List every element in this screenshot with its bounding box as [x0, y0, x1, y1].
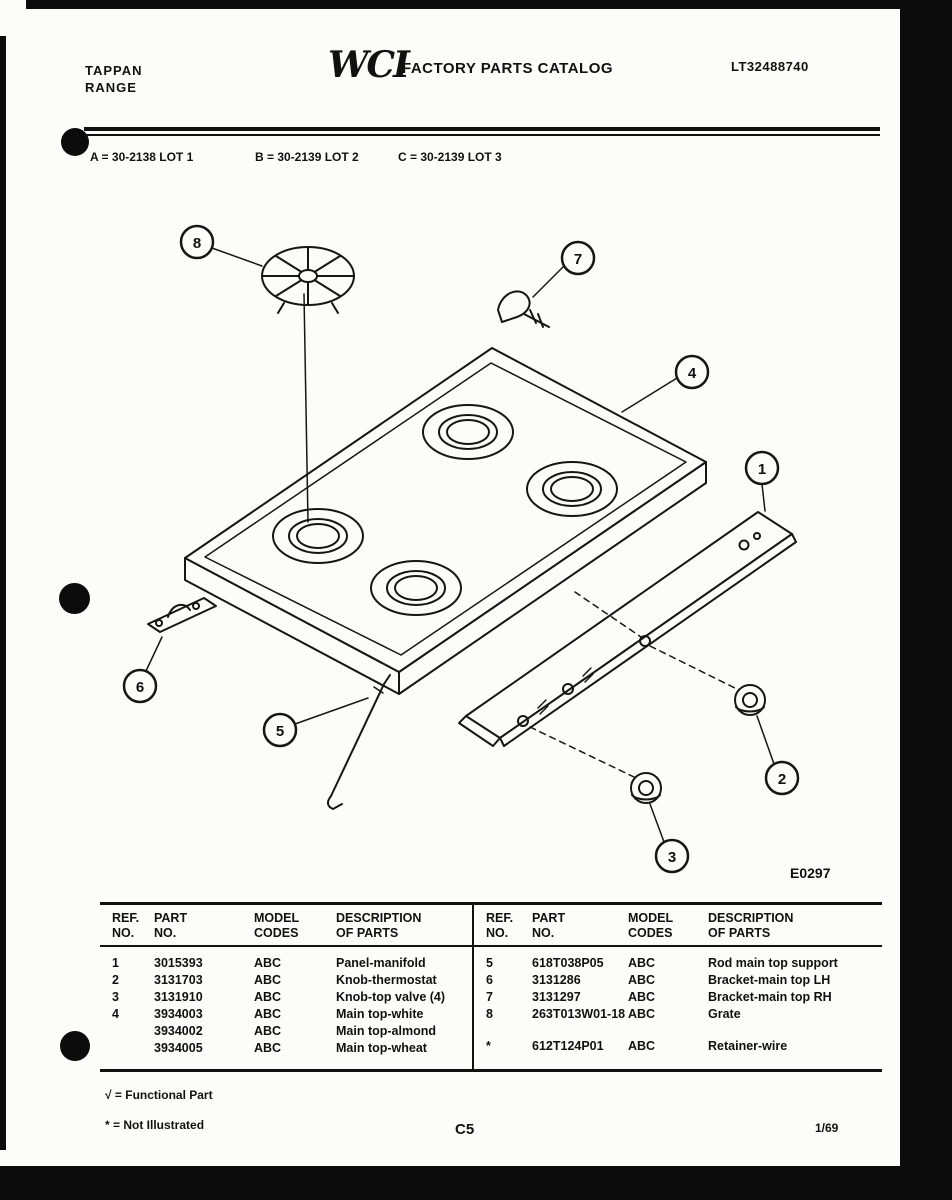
svg-text:2: 2	[777, 771, 787, 788]
cell-ref: 5	[486, 956, 493, 970]
svg-text:1: 1	[757, 461, 767, 478]
cell-model: ABC	[254, 1041, 282, 1055]
callout-6	[124, 670, 156, 702]
figure-code: E0297	[790, 865, 831, 881]
cell-model: ABC	[254, 1007, 282, 1021]
footnote-functional: √ = Functional Part	[105, 1088, 213, 1102]
col-model: MODEL CODES	[254, 911, 300, 940]
cell-model: ABC	[628, 1039, 656, 1053]
brand-block	[85, 62, 143, 96]
cell-desc: Grate	[708, 1007, 741, 1021]
bracket-lh-part	[148, 598, 216, 632]
table-row	[474, 989, 882, 1006]
support-rod-part	[328, 675, 390, 809]
lot-code-a: A = 30-2138 LOT 1	[90, 150, 194, 164]
cell-part: 3131910	[154, 990, 203, 1004]
cell-model: ABC	[628, 990, 656, 1004]
knob-part-3	[631, 773, 661, 803]
col-part: PART NO.	[154, 911, 188, 940]
table-header	[100, 905, 472, 947]
svg-text:3: 3	[667, 849, 677, 866]
cell-desc: Rod main top support	[708, 956, 838, 970]
cell-desc: Retainer-wire	[708, 1039, 788, 1053]
svg-text:4: 4	[687, 365, 697, 382]
lot-code-c: C = 30-2139 LOT 3	[398, 150, 502, 164]
cell-ref: *	[486, 1039, 491, 1053]
cell-model: ABC	[254, 1024, 282, 1038]
knob-part-2	[735, 685, 765, 715]
svg-text:7: 7	[573, 251, 583, 268]
page-code: C5	[455, 1121, 475, 1138]
cell-model: ABC	[628, 956, 656, 970]
cell-part: 3934003	[154, 1007, 203, 1021]
cell-ref: 2	[112, 973, 119, 987]
cell-desc: Main top-white	[336, 1007, 424, 1021]
cell-part: 263T013W01-18	[532, 1007, 626, 1021]
col-ref: REF. NO.	[486, 911, 514, 940]
cell-desc: Bracket-main top LH	[708, 973, 831, 987]
cell-desc: Knob-top valve (4)	[336, 990, 446, 1004]
parts-table-right	[472, 905, 882, 1069]
cell-model: ABC	[254, 956, 282, 970]
callout-5	[264, 714, 296, 746]
cell-desc: Knob-thermostat	[336, 973, 437, 987]
cell-ref	[112, 1023, 154, 1040]
footnote-not-illustrated: * = Not Illustrated	[105, 1118, 205, 1132]
cell-ref: 1	[112, 956, 119, 970]
header-rule-thick	[84, 127, 880, 131]
bracket-rh-part	[498, 291, 549, 327]
cell-part: 3131703	[154, 973, 203, 987]
date-code: 1/69	[815, 1121, 839, 1135]
col-desc: DESCRIPTION OF PARTS	[336, 911, 422, 940]
grate-part	[262, 247, 354, 313]
lot-code-b: B = 30-2139 LOT 2	[255, 150, 359, 164]
cell-part: 3934005	[154, 1041, 203, 1055]
punch-hole	[60, 1031, 90, 1061]
table-row	[474, 972, 882, 989]
table-row	[100, 972, 472, 989]
catalog-title: FACTORY PARTS CATALOG	[402, 60, 614, 77]
cell-model: ABC	[254, 973, 282, 987]
cell-model: ABC	[254, 990, 282, 1004]
cell-part: 3015393	[154, 956, 203, 970]
col-desc: DESCRIPTION OF PARTS	[708, 911, 794, 940]
brand-line2: RANGE	[85, 80, 137, 95]
col-model: MODEL CODES	[628, 911, 674, 940]
callout-2	[766, 762, 798, 794]
exploded-parts-diagram	[0, 200, 952, 900]
cell-part: 612T124P01	[532, 1039, 604, 1053]
table-row	[100, 955, 472, 972]
cell-part: 3934002	[154, 1024, 203, 1038]
table-row	[100, 1023, 472, 1040]
col-ref: REF. NO.	[112, 911, 140, 940]
punch-hole	[61, 128, 89, 156]
callout-4	[676, 356, 708, 388]
cell-part: 618T038P05	[532, 956, 604, 970]
cell-ref: 8	[486, 1007, 493, 1021]
header-rule-thin	[84, 134, 880, 136]
table-row	[100, 1040, 472, 1057]
table-body	[474, 947, 882, 1055]
parts-table-left	[100, 905, 472, 1069]
table-row	[474, 1006, 882, 1023]
cell-ref: 6	[486, 973, 493, 987]
document-number: LT32488740	[731, 59, 809, 74]
cell-model: ABC	[628, 1007, 656, 1021]
table-header	[474, 905, 882, 947]
wci-logo: WCI	[328, 44, 408, 86]
cell-part: 3131297	[532, 990, 581, 1004]
callout-1	[746, 452, 778, 484]
scan-border-bottom	[0, 1166, 952, 1200]
cell-desc: Bracket-main top RH	[708, 990, 832, 1004]
table-row	[474, 955, 882, 972]
parts-table	[100, 902, 882, 1072]
cell-ref: 3	[112, 990, 119, 1004]
brand-line1: TAPPAN	[85, 63, 143, 78]
col-part: PART NO.	[532, 911, 566, 940]
svg-text:5: 5	[275, 723, 285, 740]
table-body	[100, 947, 472, 1057]
cell-part: 3131286	[532, 973, 581, 987]
cell-ref: 4	[112, 1007, 119, 1021]
table-row	[100, 1006, 472, 1023]
cell-desc: Main top-wheat	[336, 1041, 427, 1055]
cell-model: ABC	[628, 973, 656, 987]
callout-8	[181, 226, 213, 258]
cell-desc: Main top-almond	[336, 1024, 436, 1038]
table-row	[474, 1038, 882, 1055]
scan-border-top	[26, 0, 906, 9]
table-row	[100, 989, 472, 1006]
cell-desc: Panel-manifold	[336, 956, 426, 970]
callout-7	[562, 242, 594, 274]
svg-text:6: 6	[135, 679, 145, 696]
cell-ref	[112, 1040, 154, 1057]
cell-ref: 7	[486, 990, 493, 1004]
callout-3	[656, 840, 688, 872]
svg-text:8: 8	[192, 235, 202, 252]
